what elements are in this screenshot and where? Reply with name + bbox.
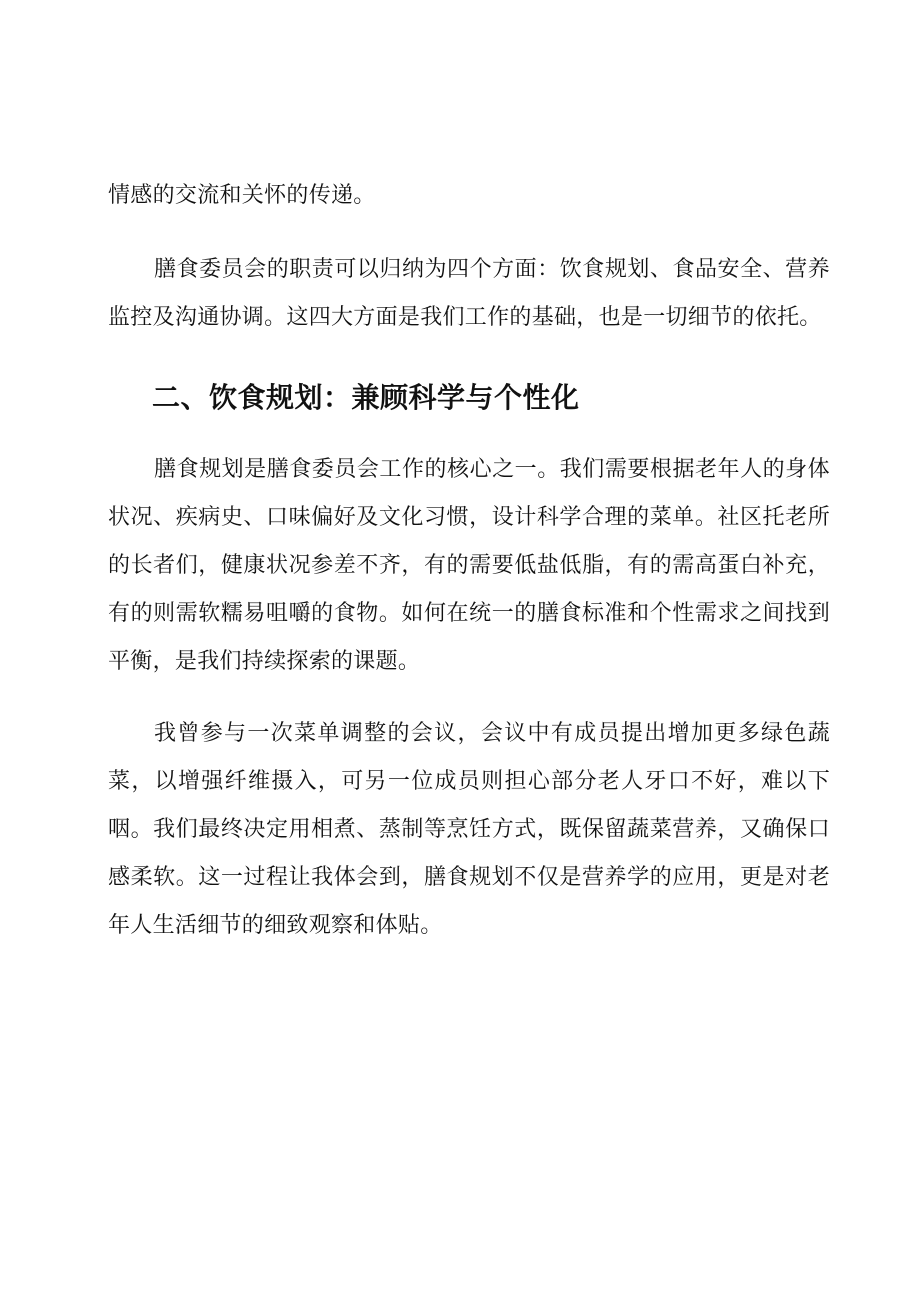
section-heading: 二、饮食规划：兼顾科学与个性化 bbox=[152, 381, 580, 414]
paragraph-continued: 情感的交流和关怀的传递。 bbox=[108, 183, 376, 208]
paragraph-diet-planning: 膳食规划是膳食委员会工作的核心之一。我们需要根据老年人的身体状况、疾病史、口味偏好及文化习惯，设计科学合理的菜单。社区托老所的长者们，健康状况参差不齐，有的需要低盐低脂，有的需高蛋白补充，有的则需软糯易咀嚼的食物。如何在统一的膳食标准和个性需求之间找到平衡，是我们持续探索的课题。 bbox=[108, 457, 830, 674]
paragraph-menu-meeting: 我曾参与一次菜单调整的会议，会议中有成员提出增加更多绿色蔬菜，以增强纤维摄入，可另一位成员则担心部分老人牙口不好，难以下咽。我们最终决定用相煮、蒸制等烹饪方式，既保留蔬菜营养，又确保口感柔软。这一过程让我体会到，膳食规划不仅是营养学的应用，更是对老年人生活细节的细致观察和体贴。 bbox=[108, 721, 830, 938]
paragraph-committee-duties: 膳食委员会的职责可以归纳为四个方面：饮食规划、食品安全、营养监控及沟通协调。这四大方面是我们工作的基础，也是一切细节的依托。 bbox=[108, 257, 830, 330]
